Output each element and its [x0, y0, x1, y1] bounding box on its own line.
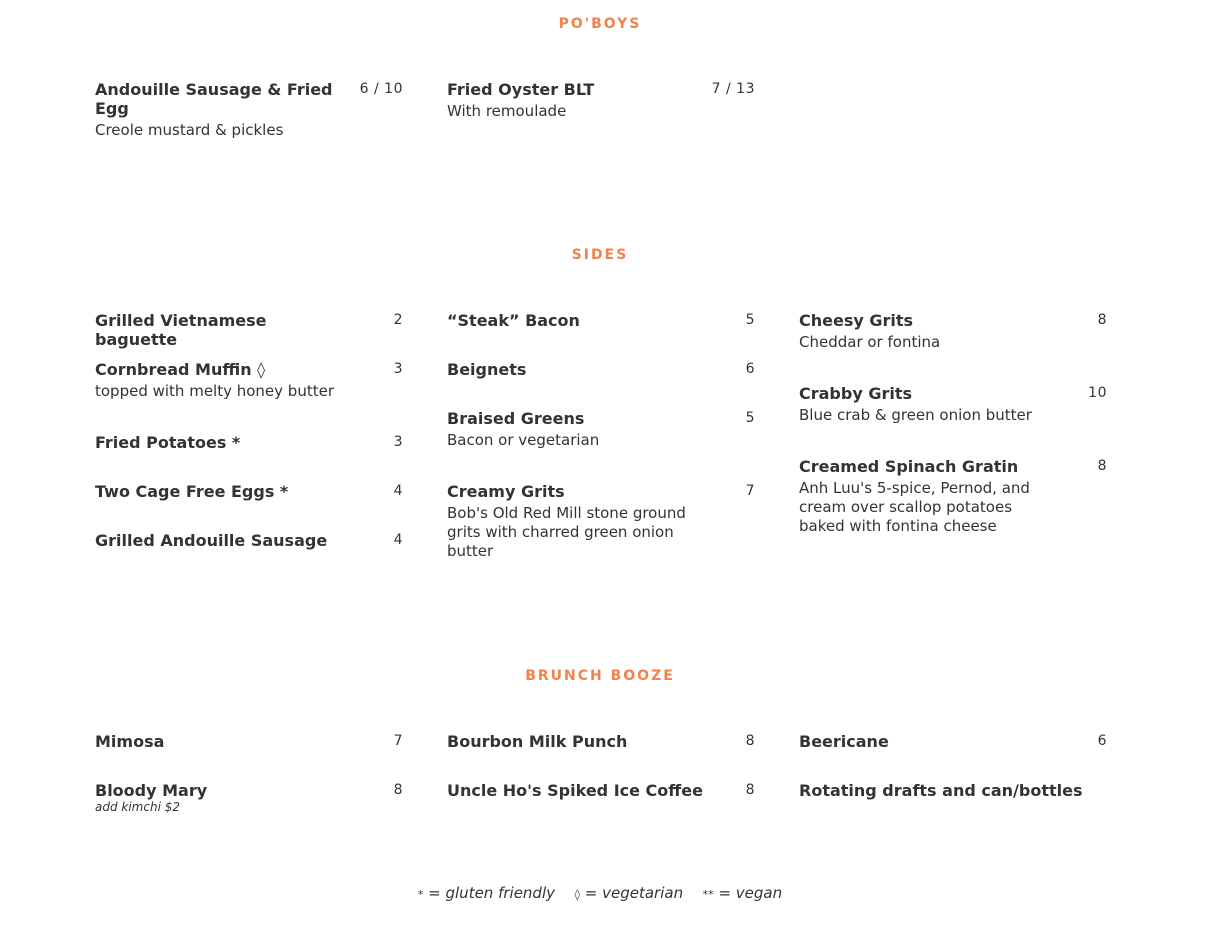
item-price: 7 / 13 [711, 81, 755, 97]
menu-item [447, 732, 755, 751]
item-price: 8 [745, 733, 755, 749]
section-title-sides: SIDES [571, 247, 629, 263]
menu-item [447, 482, 755, 561]
menu-item [95, 433, 403, 452]
item-price: 6 / 10 [359, 81, 403, 97]
gluten-friendly-label: = gluten friendly [428, 884, 555, 902]
item-name: Fried Potatoes * [95, 433, 241, 452]
item-name: Bourbon Milk Punch [447, 732, 628, 751]
item-price: 5 [745, 410, 755, 426]
item-description: Cheddar or fontina [799, 333, 941, 351]
menu-item [95, 781, 403, 814]
item-price: 8 [393, 782, 403, 798]
item-name: Two Cage Free Eggs * [95, 482, 289, 501]
item-name: Andouille Sausage & Fried Egg [95, 80, 333, 118]
item-name: Cornbread Muffin ◊ [95, 360, 266, 379]
item-price: 2 [393, 312, 403, 328]
item-name: Crabby Grits [799, 384, 913, 403]
item-price: 3 [393, 434, 403, 450]
menu-item [95, 482, 403, 501]
menu-item [95, 311, 403, 349]
item-name: Mimosa [95, 732, 165, 751]
item-name: Creamy Grits [447, 482, 565, 501]
item-description: topped with melty honey butter [95, 382, 334, 400]
item-description: With remoulade [447, 102, 567, 120]
menu-item [447, 311, 755, 330]
menu-item [447, 409, 755, 450]
item-price: 7 [393, 733, 403, 749]
vegetarian-symbol: ◊ [574, 888, 580, 901]
item-name: Bloody Mary [95, 781, 208, 800]
menu-item [799, 781, 1107, 800]
gluten-friendly-symbol: * [417, 888, 424, 901]
menu-item [95, 80, 403, 140]
menu-item [799, 457, 1107, 536]
item-note: add kimchi $2 [95, 800, 180, 814]
item-price: 4 [393, 532, 403, 548]
menu-item [799, 732, 1107, 751]
vegan-symbol: ** [702, 888, 714, 901]
section-title-poboys: PO'BOYS [558, 16, 642, 32]
item-description: Bacon or vegetarian [447, 431, 600, 449]
item-name: Fried Oyster BLT [447, 80, 595, 99]
item-name: Rotating drafts and can/bottles [799, 781, 1083, 800]
menu-item [799, 311, 1107, 352]
menu-item [95, 360, 403, 401]
item-name: Grilled Vietnamese baguette [95, 311, 267, 349]
item-description: Creole mustard & pickles [95, 121, 284, 139]
item-price: 8 [745, 782, 755, 798]
item-price: 8 [1097, 312, 1107, 328]
item-name: Cheesy Grits [799, 311, 914, 330]
item-name: Beignets [447, 360, 527, 379]
section-title-booze: BRUNCH BOOZE [525, 668, 675, 684]
menu-item [799, 384, 1107, 425]
item-name: Beericane [799, 732, 889, 751]
vegan-label: = vegan [718, 884, 783, 902]
menu-item [447, 781, 755, 800]
item-description: Anh Luu's 5-spice, Pernod, and cream over scallop potatoes baked with fontina cheese [799, 479, 1030, 535]
item-price: 6 [1097, 733, 1107, 749]
item-price: 4 [393, 483, 403, 499]
menu-item [95, 732, 403, 751]
item-price: 8 [1097, 458, 1107, 474]
item-price: 10 [1088, 385, 1107, 401]
item-price: 3 [393, 361, 403, 377]
item-price: 6 [745, 361, 755, 377]
item-name: Uncle Ho's Spiked Ice Coffee [447, 781, 703, 800]
item-description: Bob's Old Red Mill stone ground grits with charred green onion butter [447, 504, 686, 560]
menu-item [447, 80, 755, 121]
item-name: Creamed Spinach Gratin [799, 457, 1019, 476]
item-description: Blue crab & green onion butter [799, 406, 1032, 424]
item-price: 7 [745, 483, 755, 499]
vegetarian-label: = vegetarian [584, 884, 684, 902]
item-name: “Steak” Bacon [447, 311, 580, 330]
item-name: Braised Greens [447, 409, 585, 428]
dietary-legend [0, 884, 1200, 902]
item-price: 5 [745, 312, 755, 328]
menu-item [95, 531, 403, 550]
item-name: Grilled Andouille Sausage [95, 531, 328, 550]
menu-item [447, 360, 755, 379]
